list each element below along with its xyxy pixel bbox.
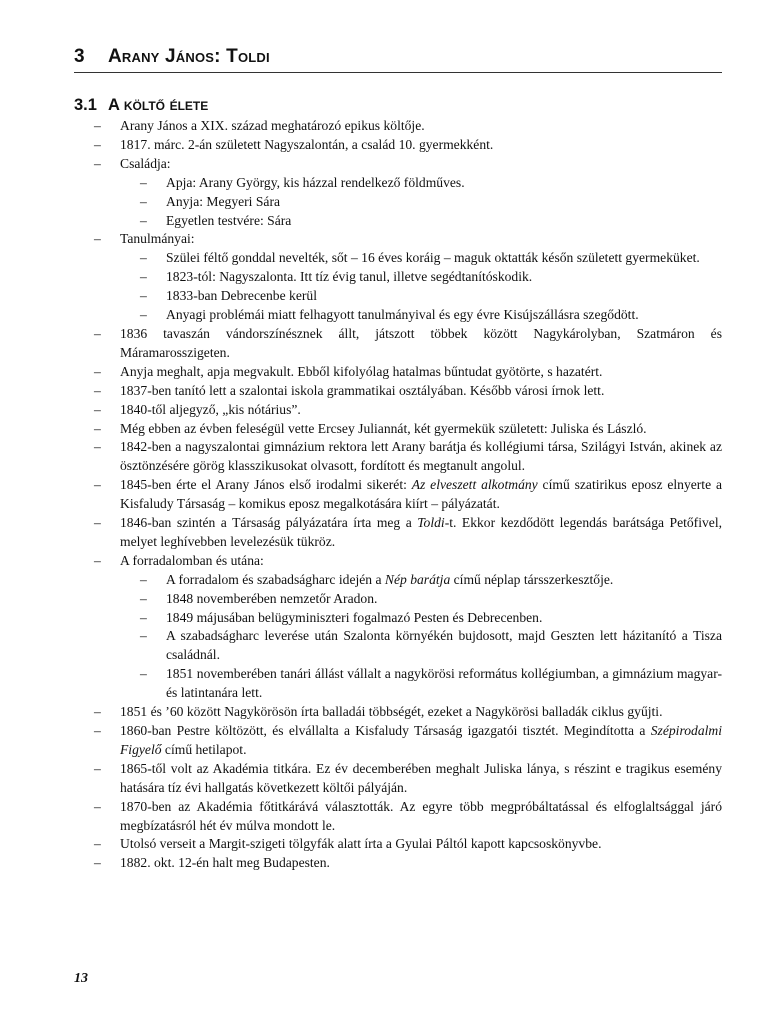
sub-item-text: 1823-tól: Nagyszalonta. Itt tíz évig tanul, illetve segédtanítóskodik. — [166, 269, 533, 285]
list-item — [74, 363, 722, 382]
sub-item-text — [166, 610, 542, 625]
dash-bullet: – — [140, 269, 147, 285]
item-text: Tanulmányai: — [120, 231, 195, 247]
list-item — [74, 136, 722, 155]
sub-list-item — [120, 249, 722, 268]
sub-item-text: 1833-ban Debrecenbe kerül — [166, 288, 317, 304]
sub-list-item — [120, 609, 722, 628]
dash-bullet: – — [94, 363, 101, 379]
item-text: Arany János a XIX. század meghatározó epikus költője. — [120, 118, 425, 133]
sub-item-text — [166, 591, 377, 606]
list-item — [74, 325, 722, 363]
list-item — [74, 117, 722, 136]
dash-bullet: – — [94, 231, 101, 247]
item-text-part: 1851 novemberében tanári állást vállalt a nagykörösi református kollégiumban, a gimnázium magyar- és latintanára lett. — [166, 666, 722, 701]
item-text-part: című néplap társszerkesztője. — [450, 571, 614, 587]
biography-list — [74, 117, 722, 873]
sub-list-item — [120, 174, 722, 193]
list-item — [74, 703, 722, 722]
item-text — [120, 515, 722, 549]
item-text: 1840-től aljegyző, „kis nótárius”. — [120, 401, 301, 417]
list-item — [74, 401, 722, 420]
item-text-part: 1860-ban Pestre költözött, és elvállalta a Kisfaludy Társaság igazgatói tisztét. Megindította a — [120, 723, 651, 738]
item-text: 1837-ben tanító lett a szalontai iskola grammatikai osztályában. Később városi írnok lett. — [120, 382, 605, 398]
dash-bullet: – — [140, 250, 147, 266]
sub-item-text — [166, 628, 722, 662]
sub-item-text: Apja: Arany György, kis házzal rendelkező földműves. — [166, 174, 465, 190]
dash-bullet: – — [140, 609, 147, 625]
dash-bullet: – — [94, 704, 101, 720]
item-text-part: -t. Ekkor kezdődött legendás barátsága Petőfivel, melyet leghívebben levelezésük tükröz. — [120, 515, 722, 549]
dash-bullet: – — [94, 855, 101, 871]
item-text-part: 1846-ban szintén a Társaság pályázatára írta meg a — [120, 515, 418, 531]
dash-bullet: – — [140, 174, 147, 190]
sub-list-item — [120, 212, 722, 231]
item-text: 1842-ben a nagyszalontai gimnázium rektora lett Arany barátja és kollégiumi társa, Szilágyi István, akinek az ösztönzésére görög klasszikusokat olvasott, fordított és megtanult angolul. — [120, 439, 722, 474]
item-text: 1882. okt. 12-én halt meg Budapesten. — [120, 855, 330, 871]
chapter-number: 3 — [74, 46, 85, 67]
item-text-part: 1849 májusában belügyminiszteri fogalmazó Pesten és Debrecenben. — [166, 609, 543, 625]
dash-bullet: – — [94, 325, 101, 341]
sub-list-item — [120, 665, 722, 703]
sub-list-item — [120, 193, 722, 212]
sub-item-text: Szülei féltő gonddal nevelték, sőt – 16 éves koráig – maguk oktatták későn született gyermeküket. — [166, 250, 700, 266]
dash-bullet: – — [94, 439, 101, 455]
item-text — [120, 723, 722, 757]
item-text: 1865-től volt az Akadémia titkára. Ez év decemberében meghalt Juliska lánya, s részint e tragikus esemény hatására tíz évi hallgatás következett költői pályáján. — [120, 760, 722, 795]
sub-item-text: Anyagi problémái miatt felhagyott tanulmányival és egy évre Kisújszállásra szegődött. — [166, 307, 639, 323]
dash-bullet: – — [94, 401, 101, 417]
dash-bullet: – — [140, 628, 147, 644]
item-text: Anyja meghalt, apja megvakult. Ebből kifolyólag hatalmas bűntudat gyötörte, s hazatért. — [120, 363, 603, 379]
item-text: 1870-ben az Akadémia főtitkárává választották. Az egyre több megpróbáltatással és elfoglaltsággal járó megbízatásról hét év múlva mondott le. — [120, 798, 722, 833]
italic-title: Nép barátja — [384, 571, 451, 587]
dash-bullet: – — [140, 212, 147, 228]
item-text-part: A forradalom és szabadságharc idején a — [166, 571, 385, 587]
sub-item-text: Anyja: Megyeri Sára — [166, 193, 281, 209]
sub-list-item — [120, 268, 722, 287]
dash-bullet: – — [140, 666, 147, 682]
dash-bullet: – — [94, 382, 101, 398]
dash-bullet: – — [94, 723, 101, 738]
page-number: 13 — [74, 971, 88, 986]
list-item — [74, 230, 722, 325]
dash-bullet: – — [140, 193, 147, 209]
item-text: 1836 tavaszán vándorszínésznek állt, játszott többek között Nagykárolyban, Szatmáron és Máramarosszigeten. — [120, 325, 722, 360]
sub-item-text — [166, 666, 722, 700]
item-text-part: című szatirikus eposz elnyerte a Kisfaludy Társaság – komikus eposz megalkotására kiírt – pályázatát. — [120, 477, 722, 512]
list-item — [74, 476, 722, 514]
dash-bullet: – — [140, 288, 147, 304]
item-text-part: 1845-ben érte el Arany János első irodalmi sikerét: — [120, 477, 412, 493]
list-item — [74, 854, 722, 873]
list-item — [74, 552, 722, 703]
list-item — [74, 382, 722, 401]
list-item — [74, 722, 722, 760]
sub-list-item — [120, 590, 722, 609]
chapter-heading — [74, 44, 722, 70]
item-text: Családja: — [120, 155, 171, 171]
italic-title: Szépirodalmi Figyelő — [120, 723, 722, 757]
item-text-part: A szabadságharc leverése után Szalonta környékén bujdosott, majd Geszten lett házitanító a Tisza családnál. — [166, 628, 722, 663]
sub-list — [120, 249, 722, 325]
sub-list — [120, 174, 722, 231]
dash-bullet: – — [140, 571, 147, 587]
list-item — [74, 835, 722, 854]
sub-item-text: Egyetlen testvére: Sára — [166, 212, 292, 228]
chapter-title: Arany János: Toldi — [108, 46, 270, 67]
item-text: 1817. márc. 2-án született Nagyszalontán, a család 10. gyermekként. — [120, 136, 494, 152]
section-title: A költő élete — [108, 96, 209, 114]
dash-bullet: – — [94, 118, 101, 133]
dash-bullet: – — [140, 590, 147, 606]
sub-item-text — [166, 572, 613, 587]
dash-bullet: – — [94, 515, 101, 531]
sub-list-item — [120, 571, 722, 590]
list-item — [74, 420, 722, 439]
dash-bullet: – — [94, 798, 101, 814]
dash-bullet: – — [94, 760, 101, 776]
dash-bullet: – — [94, 477, 101, 493]
italic-title: Toldi — [417, 515, 445, 531]
dash-bullet: – — [94, 155, 101, 171]
italic-title: Az elveszett alkotmány — [411, 477, 538, 493]
dash-bullet: – — [94, 836, 101, 852]
heading-rule — [74, 72, 722, 73]
item-text: 1851 és ’60 között Nagykörösön írta balladái többségét, ezeket a Nagykörösi balladák ciklus gyűjti. — [120, 704, 663, 720]
list-item — [74, 760, 722, 798]
dash-bullet: – — [140, 307, 147, 323]
item-text: Még ebben az évben feleségül vette Ercsey Juliannát, két gyermekük született: Juliska és László. — [120, 420, 647, 436]
dash-bullet: – — [94, 420, 101, 436]
list-item — [74, 798, 722, 836]
dash-bullet: – — [94, 552, 101, 568]
sub-list-item — [120, 287, 722, 306]
list-item — [74, 438, 722, 476]
item-text: Utolsó verseit a Margit-szigeti tölgyfák alatt írta a Gyulai Páltól kapott kapcsoskönyvbe. — [120, 836, 602, 852]
dash-bullet: – — [94, 136, 101, 152]
item-text-part: 1848 novemberében nemzetőr Aradon. — [166, 590, 378, 606]
item-text — [120, 477, 722, 511]
item-text-part: című hetilapot. — [161, 741, 247, 757]
sub-list-item — [120, 627, 722, 665]
list-item — [74, 514, 722, 552]
sub-list — [120, 571, 722, 703]
item-text: A forradalomban és utána: — [120, 552, 264, 568]
sub-list-item — [120, 306, 722, 325]
section-heading — [74, 94, 722, 116]
list-item — [74, 155, 722, 231]
biography-content — [74, 117, 722, 873]
section-number: 3.1 — [74, 96, 97, 114]
